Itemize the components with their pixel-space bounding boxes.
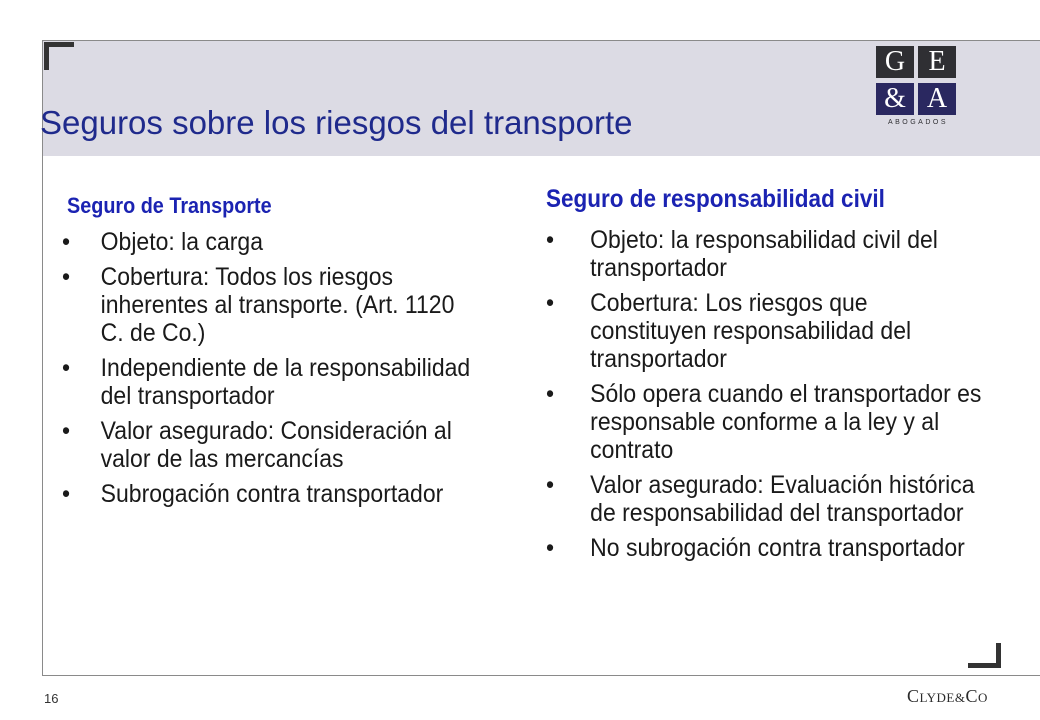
page-title: Seguros sobre los riesgos del transporte — [40, 104, 633, 141]
list-item-text: Valor asegurado: Consideración al valor de las mercancías — [100, 417, 452, 473]
list-item-text: Objeto: la responsabilidad civil del transportador — [590, 226, 938, 282]
bullet-icon: • — [546, 226, 555, 254]
bullet-icon: • — [546, 534, 555, 562]
logo-ampersand: & — [876, 83, 914, 115]
list-item — [62, 417, 476, 473]
logo-letter-e: E — [918, 46, 956, 78]
list-item — [62, 480, 476, 508]
bullet-icon: • — [62, 480, 71, 508]
bullet-icon: • — [546, 289, 555, 317]
bullet-icon: • — [546, 380, 555, 408]
left-column-heading: Seguro de Transporte — [67, 193, 272, 218]
gea-logo — [874, 43, 962, 131]
left-bullet-list — [62, 228, 512, 515]
list-item-text: Sólo opera cuando el transportador es responsable conforme a la ley y al contrato — [590, 380, 982, 464]
list-item-text: Objeto: la carga — [100, 228, 264, 256]
list-item — [62, 263, 476, 347]
list-item — [546, 380, 988, 464]
list-item — [546, 534, 988, 562]
brand-ampersand: & — [954, 690, 966, 705]
list-item-text: Valor asegurado: Evaluación histórica de responsabilidad del transportador — [590, 471, 975, 527]
right-column-heading: Seguro de responsabilidad civil — [546, 185, 885, 213]
bullet-icon: • — [62, 228, 71, 256]
logo-letter-g: G — [876, 46, 914, 78]
brand-small-caps: O — [978, 690, 988, 705]
list-item-text: Cobertura: Todos los riesgos inherentes al transporte. (Art. 1120 C. de Co.) — [100, 263, 455, 347]
list-item — [62, 354, 476, 410]
list-item-text: Cobertura: Los riesgos que constituyen responsabilidad del transportador — [590, 289, 912, 373]
bullet-icon: • — [62, 263, 71, 291]
list-item-text: Subrogación contra transportador — [100, 480, 444, 508]
bullet-icon: • — [62, 354, 71, 382]
right-bullet-list — [546, 226, 1026, 569]
list-item — [546, 289, 988, 373]
brand-letter: C — [907, 686, 920, 706]
bullet-icon: • — [62, 417, 71, 445]
list-item-text: No subrogación contra transportador — [590, 534, 965, 562]
list-item — [546, 226, 988, 282]
brand-letter: C — [965, 686, 979, 706]
list-item — [546, 471, 988, 527]
list-item — [62, 228, 476, 256]
page-number: 16 — [44, 691, 59, 706]
brand-small-caps: LYDE — [919, 690, 955, 705]
logo-letter-a: A — [918, 83, 956, 115]
corner-mark-top-left-vertical — [44, 42, 49, 70]
corner-mark-bottom-right-vertical — [996, 643, 1001, 668]
bullet-icon: • — [546, 471, 555, 499]
footer-brand — [907, 686, 988, 707]
list-item-text: Independiente de la responsabilidad del transportador — [100, 354, 471, 410]
logo-subtitle: ABOGADOS — [887, 119, 949, 126]
